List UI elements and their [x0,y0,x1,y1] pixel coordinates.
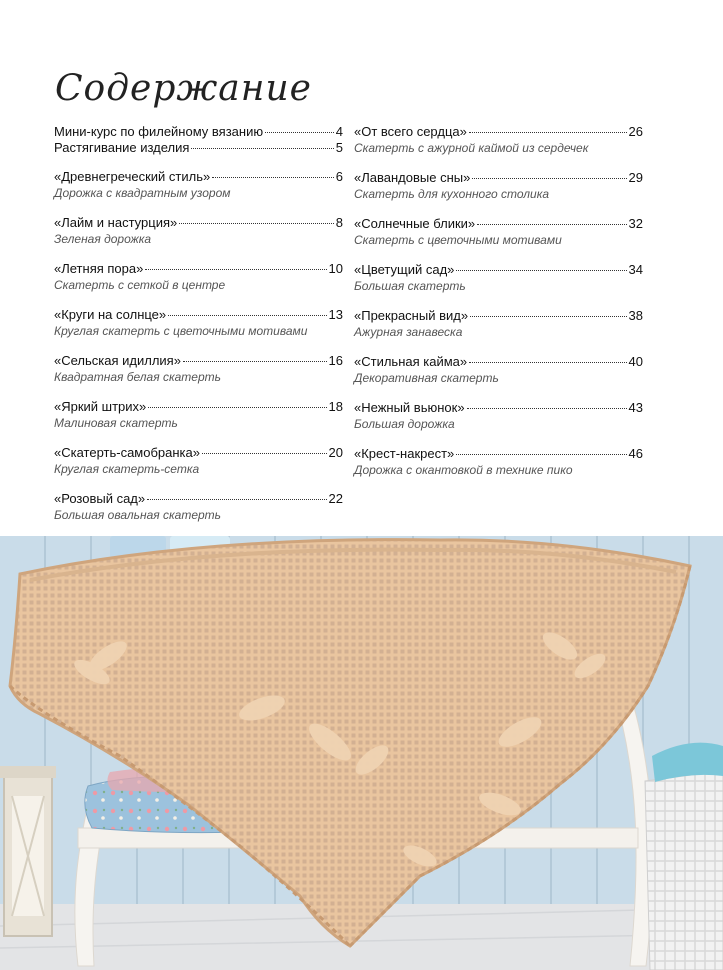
toc-entry[interactable] [54,307,343,338]
toc-entry-page: 18 [328,399,343,414]
toc-entry[interactable] [354,216,643,247]
toc-entry-page: 43 [628,400,643,415]
toc-entry-subtitle: Декоративная скатерть [354,371,499,385]
toc-entry-subtitle: Скатерть для кухонного столика [354,187,550,201]
toc-entry[interactable] [54,215,343,246]
toc-entry-title: «Круги на солнце» [54,307,167,322]
toc-entry-subtitle: Скатерть с сеткой в центре [54,278,226,292]
leader-dots [145,269,326,270]
toc-entry-page: 32 [628,216,643,231]
leader-dots [179,223,334,224]
leader-dots [477,224,626,225]
toc-entry[interactable] [354,446,643,477]
toc-entry[interactable] [354,400,643,431]
toc-entry-subtitle: Квадратная белая скатерть [54,370,221,384]
toc-entry-page: 26 [628,124,643,139]
toc-entry-subtitle: Скатерть с ажурной каймой из сердечек [354,141,589,155]
toc-entry-title: «Яркий штрих» [54,399,147,414]
toc-entry-title: «Крест-накрест» [354,446,455,461]
toc-entry-page: 16 [328,353,343,368]
leader-dots [183,361,327,362]
toc-entry[interactable] [354,354,643,385]
leader-dots [202,453,327,454]
toc-entry-subtitle: Большая скатерть [354,279,466,293]
leader-dots [265,132,334,133]
toc-entry-title: «Сельская идиллия» [54,353,181,368]
leader-dots [191,148,333,149]
toc-entry-subtitle: Круглая скатерть-сетка [54,462,200,476]
toc-entry-title: «Нежный вьюнок» [354,400,465,415]
toc-entry-title: «Прекрасный вид» [354,308,469,323]
toc-entry[interactable] [354,124,643,155]
toc-entry-page: 20 [328,445,343,460]
toc-entry-subtitle: Дорожка с квадратным узором [54,186,231,200]
toc-entry-page: 22 [328,491,343,506]
toc-entry-subtitle: Дорожка с окантовкой в технике пико [354,463,573,477]
toc-entry-subtitle: Малиновая скатерть [54,416,178,430]
toc-entry-page: 6 [335,169,343,184]
lantern [0,766,56,936]
toc-entry[interactable] [54,169,343,200]
leader-dots [470,316,626,317]
toc-entry-title: «Цветущий сад» [354,262,455,277]
toc-entry-title: Мини-курс по филейному вязанию [54,124,264,139]
toc-entry-title: «Стильная кайма» [354,354,468,369]
toc-entry-title: «Древнегреческий стиль» [54,169,211,184]
toc-entry-title: «Розовый сад» [54,491,146,506]
leader-dots [147,499,326,500]
toc-entry-title: «Лайм и настурция» [54,215,178,230]
toc-entry-page: 5 [335,140,343,155]
leader-dots [168,315,326,316]
toc-entry-subtitle: Круглая скатерть с цветочными мотивами [54,324,308,338]
toc-entry[interactable] [54,399,343,430]
leader-dots [456,270,626,271]
toc-entry-page: 10 [328,261,343,276]
page-title: Содержание [55,68,312,109]
toc-entry[interactable] [354,308,643,339]
toc-entry-title: «Лавандовые сны» [354,170,471,185]
leader-dots [456,454,626,455]
leader-dots [212,177,334,178]
leader-dots [472,178,626,179]
toc-entry[interactable] [54,140,343,156]
toc-entry[interactable] [54,261,343,292]
toc-entry-page: 40 [628,354,643,369]
toc-entry-title: «Летняя пора» [54,261,144,276]
toc-left-column [54,124,343,522]
toc-entry-page: 4 [335,124,343,139]
leader-dots [467,408,627,409]
toc-entry-subtitle: Ажурная занавеска [354,325,463,339]
toc-entry[interactable] [354,170,643,201]
toc-entry-page: 29 [628,170,643,185]
toc-entry[interactable] [54,353,343,384]
toc-entry-subtitle: Скатерть с цветочными мотивами [354,233,562,247]
toc-entry-page: 8 [335,215,343,230]
toc-entry[interactable] [54,124,343,140]
toc-entry-subtitle: Большая овальная скатерть [54,508,221,522]
toc-entry-page: 34 [628,262,643,277]
toc-entry[interactable] [354,262,643,293]
toc-entry[interactable] [54,491,343,522]
toc-entry-title: «Скатерть-самобранка» [54,445,200,460]
leader-dots [148,407,326,408]
basket [645,743,723,970]
leader-dots [469,132,627,133]
toc-entry-page: 46 [628,446,643,461]
toc-entry-title: «Солнечные блики» [354,216,476,231]
toc-right-column [354,124,643,492]
toc-entry-page: 38 [628,308,643,323]
toc-entry-title: «От всего сердца» [354,124,467,139]
leader-dots [469,362,626,363]
photo-illustration [0,536,723,970]
toc-entry-subtitle: Зеленая дорожка [54,232,152,246]
tablecloth-photo [0,536,723,970]
toc-entry[interactable] [54,445,343,476]
toc-entry-subtitle: Большая дорожка [354,417,455,431]
toc-entry-title: Растягивание изделия [54,140,190,155]
toc-entry-page: 13 [328,307,343,322]
